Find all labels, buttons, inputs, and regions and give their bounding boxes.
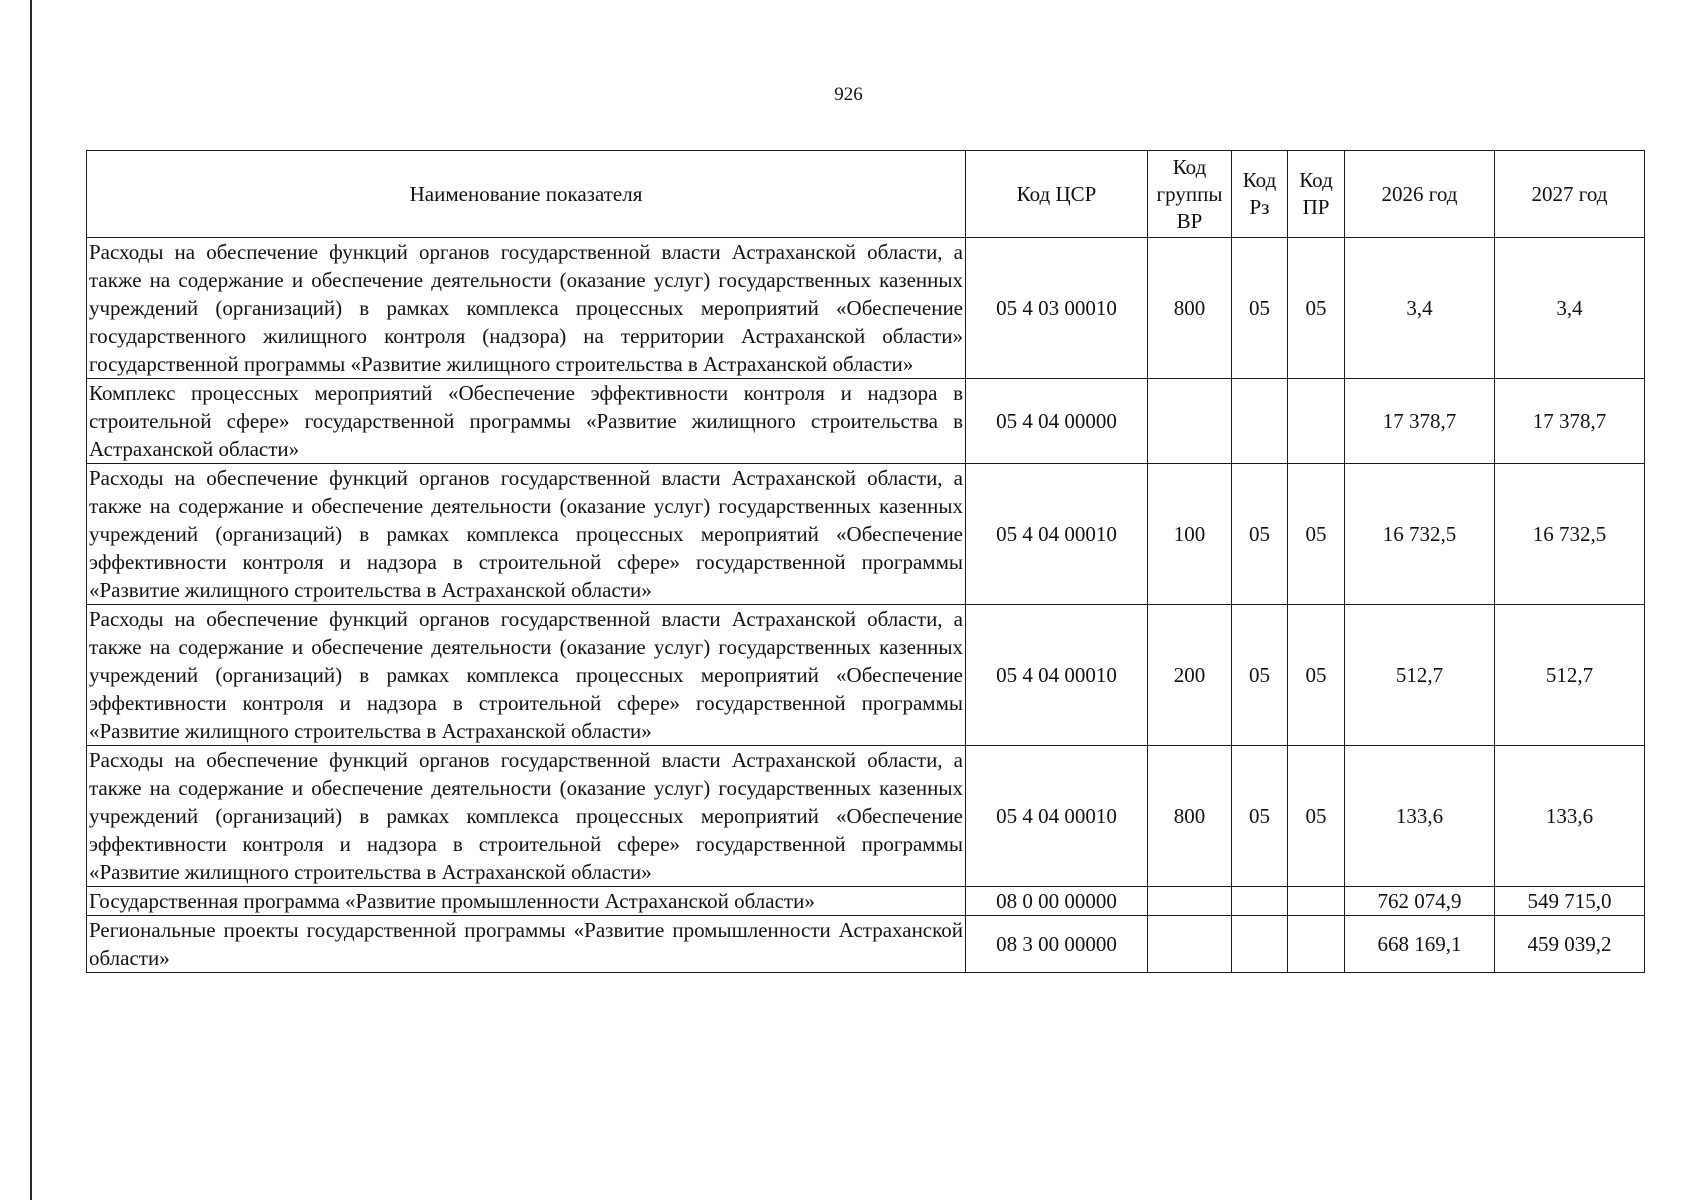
table-row <box>87 916 1645 973</box>
table-row <box>87 238 1645 379</box>
table-row <box>87 887 1645 916</box>
row-vr <box>1148 916 1232 973</box>
header-rz-code: Код Рз <box>1232 151 1288 238</box>
row-vr <box>1148 379 1232 464</box>
row-name: Расходы на обеспечение функций органов государственной власти Астраханской области, а также на содержание и обеспечение деятельности (оказание услуг) государственных казенных учреждений (организаций) в рамках комплекса процессных мероприятий «Обеспечение государственного жилищного контроля (надзора) на территории Астраханской области» государственной программы «Развитие жилищного строительства в Астраханской области» <box>87 238 966 379</box>
row-name: Региональные проекты государственной программы «Развитие промышленности Астраханской области» <box>87 916 966 973</box>
row-value-2026: 16 732,5 <box>1345 464 1495 605</box>
header-pr-code: Код ПР <box>1288 151 1345 238</box>
row-pr <box>1288 887 1345 916</box>
header-indicator-name: Наименование показателя <box>87 151 966 238</box>
row-value-2027: 16 732,5 <box>1495 464 1645 605</box>
row-rz: 05 <box>1232 746 1288 887</box>
budget-table <box>86 150 1645 973</box>
row-name: Комплекс процессных мероприятий «Обеспечение эффективности контроля и надзора в строительной сфере» государственной программы «Развитие жилищного строительства в Астраханской области» <box>87 379 966 464</box>
row-name: Расходы на обеспечение функций органов государственной власти Астраханской области, а также на содержание и обеспечение деятельности (оказание услуг) государственных казенных учреждений (организаций) в рамках комплекса процессных мероприятий «Обеспечение эффективности контроля и надзора в строительной сфере» государственной программы «Развитие жилищного строительства в Астраханской области» <box>87 746 966 887</box>
row-value-2027: 3,4 <box>1495 238 1645 379</box>
row-name: Расходы на обеспечение функций органов государственной власти Астраханской области, а также на содержание и обеспечение деятельности (оказание услуг) государственных казенных учреждений (организаций) в рамках комплекса процессных мероприятий «Обеспечение эффективности контроля и надзора в строительной сфере» государственной программы «Развитие жилищного строительства в Астраханской области» <box>87 605 966 746</box>
row-value-2027: 512,7 <box>1495 605 1645 746</box>
row-csr: 05 4 04 00010 <box>966 605 1148 746</box>
row-csr: 05 4 04 00000 <box>966 379 1148 464</box>
row-csr: 05 4 04 00010 <box>966 746 1148 887</box>
page-number: 926 <box>834 84 863 105</box>
row-pr: 05 <box>1288 746 1345 887</box>
row-rz <box>1232 887 1288 916</box>
row-rz: 05 <box>1232 464 1288 605</box>
row-csr: 08 0 00 00000 <box>966 887 1148 916</box>
left-margin-rule <box>30 0 32 1200</box>
header-year-2026: 2026 год <box>1345 151 1495 238</box>
row-pr <box>1288 916 1345 973</box>
row-csr: 05 4 04 00010 <box>966 464 1148 605</box>
row-name: Расходы на обеспечение функций органов государственной власти Астраханской области, а также на содержание и обеспечение деятельности (оказание услуг) государственных казенных учреждений (организаций) в рамках комплекса процессных мероприятий «Обеспечение эффективности контроля и надзора в строительной сфере» государственной программы «Развитие жилищного строительства в Астраханской области» <box>87 464 966 605</box>
table-header-row <box>87 151 1645 238</box>
row-rz <box>1232 379 1288 464</box>
row-vr: 200 <box>1148 605 1232 746</box>
row-value-2027: 17 378,7 <box>1495 379 1645 464</box>
row-rz: 05 <box>1232 605 1288 746</box>
row-vr <box>1148 887 1232 916</box>
row-pr: 05 <box>1288 605 1345 746</box>
row-pr <box>1288 379 1345 464</box>
row-csr: 08 3 00 00000 <box>966 916 1148 973</box>
table-row <box>87 464 1645 605</box>
row-name: Государственная программа «Развитие промышленности Астраханской области» <box>87 887 966 916</box>
header-vr-code: Код группы ВР <box>1148 151 1232 238</box>
row-value-2026: 17 378,7 <box>1345 379 1495 464</box>
row-pr: 05 <box>1288 238 1345 379</box>
row-pr: 05 <box>1288 464 1345 605</box>
row-value-2027: 549 715,0 <box>1495 887 1645 916</box>
row-rz <box>1232 916 1288 973</box>
table-row <box>87 746 1645 887</box>
row-vr: 800 <box>1148 238 1232 379</box>
table-row <box>87 605 1645 746</box>
row-value-2027: 459 039,2 <box>1495 916 1645 973</box>
row-value-2026: 512,7 <box>1345 605 1495 746</box>
row-vr: 100 <box>1148 464 1232 605</box>
row-value-2026: 3,4 <box>1345 238 1495 379</box>
row-rz: 05 <box>1232 238 1288 379</box>
row-value-2026: 133,6 <box>1345 746 1495 887</box>
row-value-2026: 762 074,9 <box>1345 887 1495 916</box>
table-row <box>87 379 1645 464</box>
row-value-2027: 133,6 <box>1495 746 1645 887</box>
header-year-2027: 2027 год <box>1495 151 1645 238</box>
row-value-2026: 668 169,1 <box>1345 916 1495 973</box>
row-csr: 05 4 03 00010 <box>966 238 1148 379</box>
header-csr-code: Код ЦСР <box>966 151 1148 238</box>
row-vr: 800 <box>1148 746 1232 887</box>
